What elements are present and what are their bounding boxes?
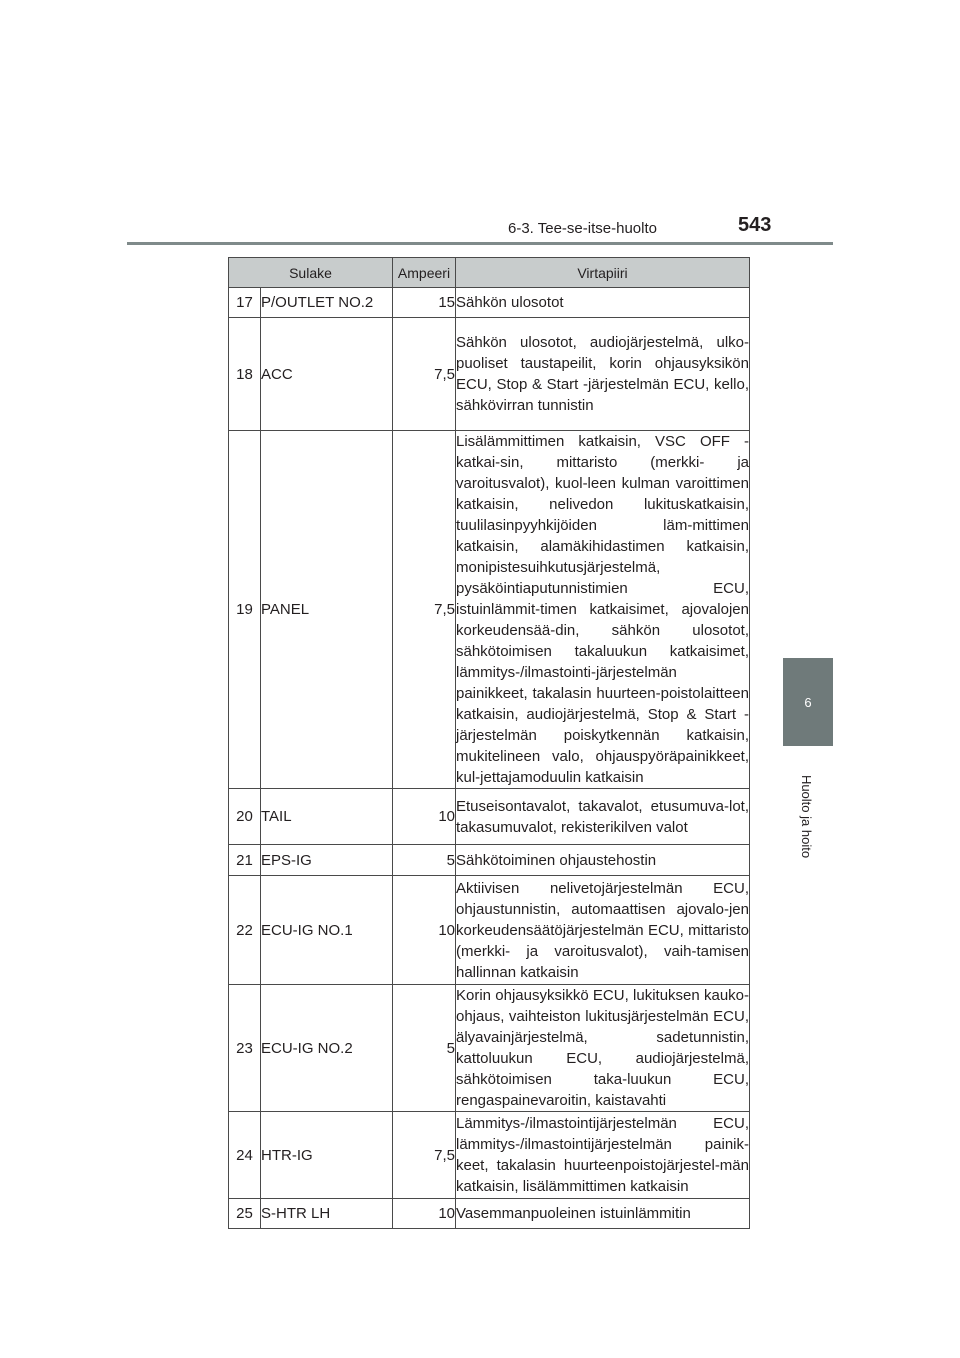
- chapter-title: Huolto ja hoito: [799, 774, 815, 858]
- fuse-circuit: Sähkön ulosotot: [456, 288, 750, 318]
- fuse-number: 25: [229, 1199, 261, 1229]
- fuse-ampere: 10: [393, 789, 456, 845]
- fuse-ampere: 7,5: [393, 431, 456, 789]
- table-row: [229, 789, 750, 845]
- table-row: [229, 876, 750, 985]
- table-row: [229, 985, 750, 1112]
- fuse-circuit: Aktiivisen nelivetojärjestelmän ECU, ohjaustunnistin, automaattisen ajovalo-jen korkeudensäätöjärjestelmän ECU, mittaristo (merkki- ja varoitusvalot), vaih-tamisen hallinnan katkaisin: [456, 876, 750, 985]
- fuse-name: S-HTR LH: [261, 1199, 393, 1229]
- column-header-circuit: Virtapiiri: [456, 258, 750, 288]
- fuse-number: 19: [229, 431, 261, 789]
- table-row: [229, 431, 750, 789]
- section-title: 6-3. Tee-se-itse-huolto: [508, 220, 657, 237]
- chapter-tab: [783, 658, 833, 746]
- fuse-number: 20: [229, 789, 261, 845]
- table-header-row: [229, 258, 750, 288]
- fuse-name: TAIL: [261, 789, 393, 845]
- fuse-number: 22: [229, 876, 261, 985]
- fuse-number: 21: [229, 845, 261, 876]
- fuse-circuit: Sähkötoiminen ohjaustehostin: [456, 845, 750, 876]
- table-row: [229, 1199, 750, 1229]
- table-row: [229, 288, 750, 318]
- fuse-ampere: 15: [393, 288, 456, 318]
- fuse-table: [228, 257, 750, 1229]
- fuse-number: 18: [229, 318, 261, 431]
- fuse-name: ECU-IG NO.2: [261, 985, 393, 1112]
- table-row: [229, 845, 750, 876]
- fuse-circuit: Korin ohjausyksikkö ECU, lukituksen kauko-ohjaus, vaihteiston lukitusjärjestelmän ECU, älyavainjärjestelmä, sadetunnistin, kattoluukun ECU, audiojärjestelmä, sähkötoimisen taka-luukun ECU, rengaspainevaroitin, kaistavahti: [456, 985, 750, 1112]
- table-row: [229, 318, 750, 431]
- fuse-ampere: 10: [393, 876, 456, 985]
- fuse-ampere: 7,5: [393, 318, 456, 431]
- fuse-ampere: 5: [393, 845, 456, 876]
- fuse-name: ACC: [261, 318, 393, 431]
- fuse-name: PANEL: [261, 431, 393, 789]
- fuse-number: 23: [229, 985, 261, 1112]
- fuse-name: EPS-IG: [261, 845, 393, 876]
- fuse-circuit: Sähkön ulosotot, audiojärjestelmä, ulko-puoliset taustapeilit, korin ohjausyksikön ECU, Stop & Start -järjestelmän ECU, kello, sähkövirran tunnistin: [456, 318, 750, 431]
- fuse-name: ECU-IG NO.1: [261, 876, 393, 985]
- fuse-circuit: Etuseisontavalot, takavalot, etusumuva-lot, takasumuvalot, rekisterikilven valot: [456, 789, 750, 845]
- fuse-circuit: Vasemmanpuoleinen istuinlämmitin: [456, 1199, 750, 1229]
- fuse-name: P/OUTLET NO.2: [261, 288, 393, 318]
- fuse-name: HTR-IG: [261, 1112, 393, 1199]
- page-number: 543: [738, 214, 772, 236]
- header-divider: [127, 242, 833, 245]
- fuse-number: 24: [229, 1112, 261, 1199]
- fuse-number: 17: [229, 288, 261, 318]
- chapter-label: [782, 756, 832, 876]
- fuse-ampere: 7,5: [393, 1112, 456, 1199]
- fuse-ampere: 10: [393, 1199, 456, 1229]
- table-row: [229, 1112, 750, 1199]
- fuse-circuit: Lämmitys-/ilmastointijärjestelmän ECU, lämmitys-/ilmastointijärjestelmän painik-keet, takalasin huurteenpoistojärjestel-män katkaisin, lisälämmittimen katkaisin: [456, 1112, 750, 1199]
- fuse-circuit: Lisälämmittimen katkaisin, VSC OFF -katkai-sin, mittaristo (merkki- ja varoitusvalot), kuol-leen kulman varoittimen katkaisin, nelivedon lukituskatkaisin, tuulilasinpyyhkijöiden läm-mittimen katkaisin, alamäkihidastimen katkaisin, monipistesuihkutusjärjestelmä, pysäköintiaputunnistimien ECU, istuinlämmit-timen katkaisimet, ajovalojen korkeudensää-din, sähkön ulosotot, sähkötoimisen takaluukun katkaisimet, lämmitys-/ilmastointi-järjestelmän painikkeet, takalasin huurteen-poistolaitteen katkaisin, audiojärjestelmä, Stop & Start -järjestelmän poiskytkennän katkaisin, mukitelineen valo, ohjauspyöräpainikkeet, kul-jettajamoduulin katkaisin: [456, 431, 750, 789]
- column-header-ampere: Ampeeri: [393, 258, 456, 288]
- fuse-ampere: 5: [393, 985, 456, 1112]
- chapter-number: 6: [804, 694, 812, 710]
- column-header-fuse: Sulake: [229, 258, 393, 288]
